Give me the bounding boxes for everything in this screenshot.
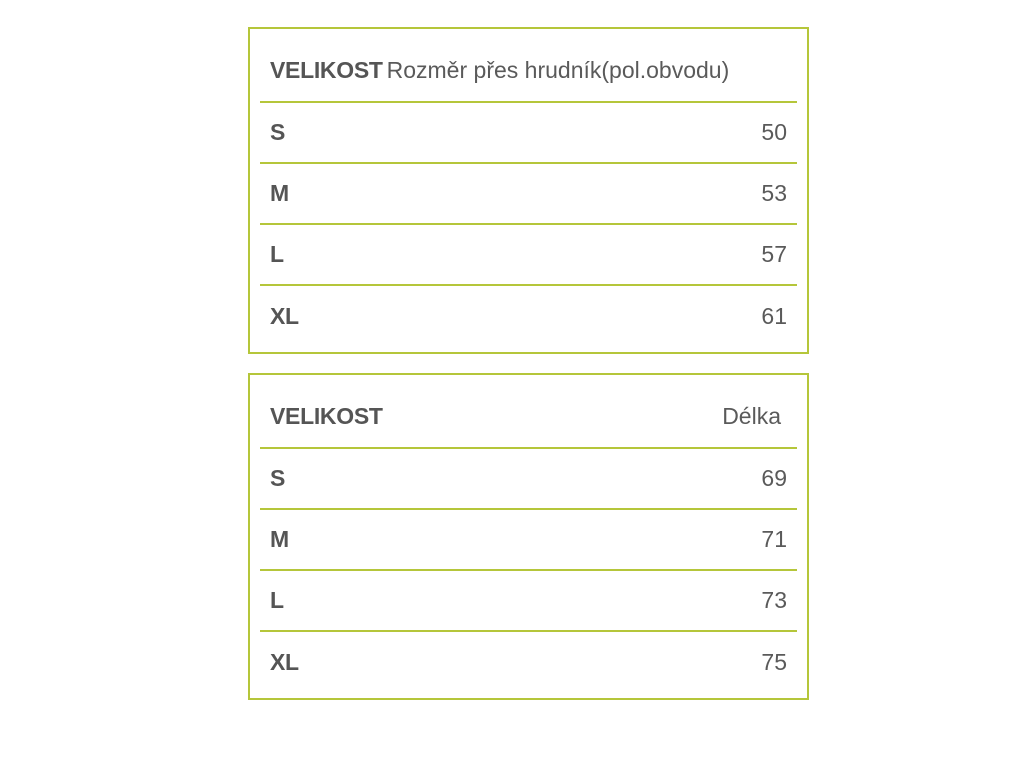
table-row xyxy=(260,286,797,347)
size-label: XL xyxy=(270,303,299,329)
length-size-table xyxy=(248,373,809,700)
table-row xyxy=(260,510,797,571)
measurement-value: 57 xyxy=(761,241,787,267)
size-label: L xyxy=(270,241,284,267)
measurement-value: 71 xyxy=(761,526,787,552)
measurement-value: 69 xyxy=(761,465,787,491)
chest-column-header: Rozměr přes hrudník(pol.obvodu) xyxy=(386,57,730,83)
measurement-value: 50 xyxy=(761,119,787,145)
table-row xyxy=(260,632,797,693)
size-label: S xyxy=(270,465,286,491)
table-row xyxy=(260,571,797,632)
table-row xyxy=(260,164,797,225)
size-column-header: VELIKOST xyxy=(270,57,383,83)
table-header xyxy=(260,53,797,103)
table-row xyxy=(260,103,797,164)
length-column-header: Délka xyxy=(722,403,781,429)
measurement-value: 61 xyxy=(761,303,787,329)
chest-size-table xyxy=(248,27,809,354)
measurement-value: 73 xyxy=(761,587,787,613)
table-row xyxy=(260,449,797,510)
table-row xyxy=(260,225,797,286)
table-header xyxy=(260,399,797,449)
size-label: M xyxy=(270,180,289,206)
size-column-header: VELIKOST xyxy=(270,403,383,429)
measurement-value: 75 xyxy=(761,649,787,675)
size-label: L xyxy=(270,587,284,613)
measurement-value: 53 xyxy=(761,180,787,206)
size-label: XL xyxy=(270,649,299,675)
size-label: M xyxy=(270,526,289,552)
size-label: S xyxy=(270,119,286,145)
